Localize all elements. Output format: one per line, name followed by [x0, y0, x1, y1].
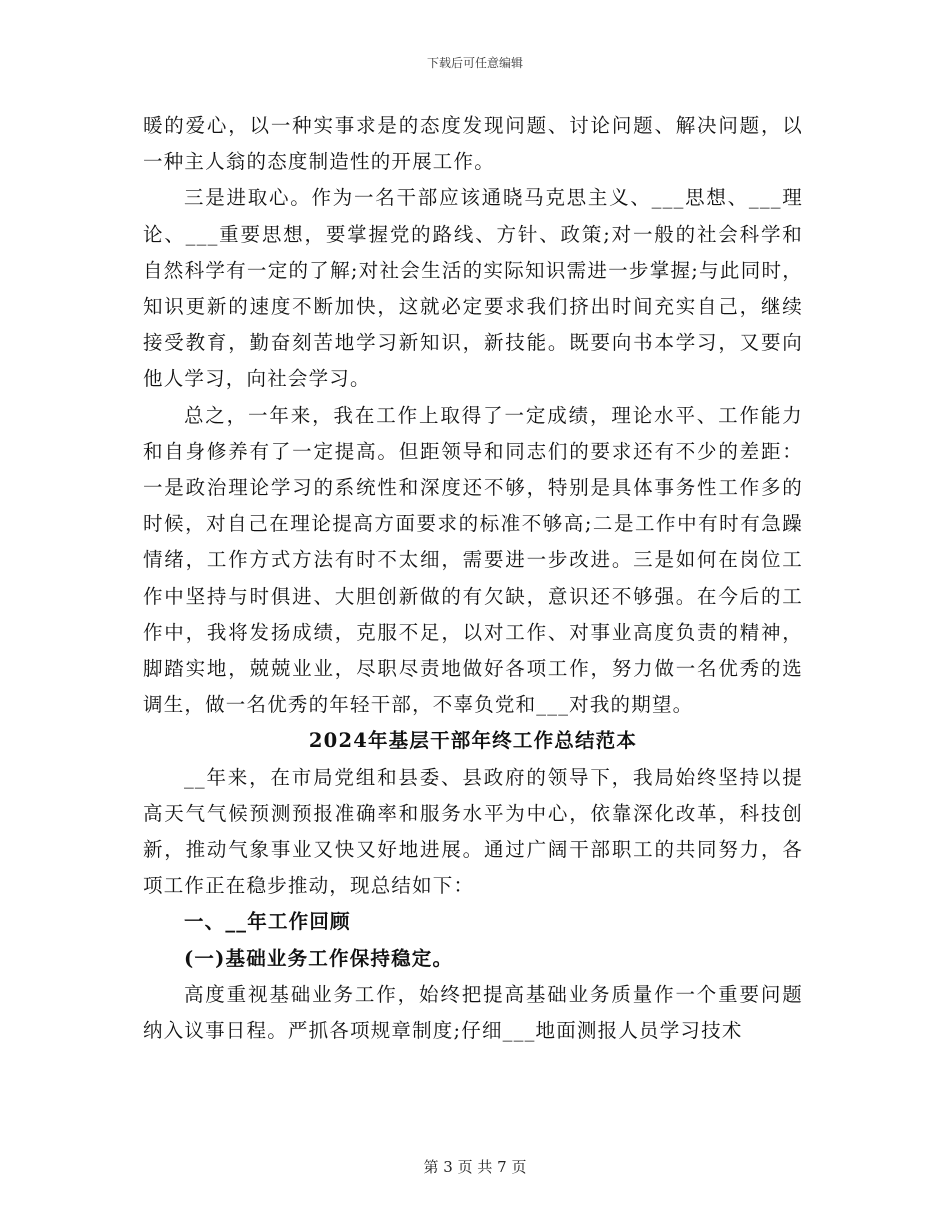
paragraph-3: 总之，一年来，我在工作上取得了一定成绩，理论水平、工作能力和自身修养有了一定提高。但距领导和同志们的要求还有不少的差距：一是政治理论学习的系统性和深度还不够，特别是具体事务性工作多的时候，对自己在理论提高方面要求的标准不够高;二是工作中有时有急躁情绪，工作方式方法有时不太细，需要进一步改进。三是如何在岗位工作中坚持与时俱进、大胆创新做的有欠缺，意识还不够强。在今后的工作中，我将发扬成绩，克服不足，以对工作、对事业高度负责的精神，脚踏实地，兢兢业业，尽职尽责地做好各项工作，努力做一名优秀的选调生，做一名优秀的年轻干部，不辜负党和___对我的期望。: [143, 403, 803, 717]
paragraph-4: __年来，在市局党组和县委、县政府的领导下，我局始终坚持以提高天气气候预测预报准确率和服务水平为中心，依靠深化改革，科技创新，推动气象事业又快又好地进展。通过广阔干部职工的共同努力，各项工作正在稳步推动，现总结如下：: [143, 765, 803, 898]
paragraph-5: 高度重视基础业务工作，始终把提高基础业务质量作一个重要问题纳入议事日程。严抓各项规章制度;仔细___地面测报人员学习技术: [143, 982, 803, 1043]
page-header: 下载后可任意编辑: [426, 56, 523, 70]
section-title: 2024年基层干部年终工作总结范本: [308, 729, 638, 753]
heading-level-2: (一)基础业务工作保持稳定。: [183, 946, 454, 970]
page-footer: 第 3 页 共 7 页: [423, 1158, 527, 1176]
paragraph-1: 暖的爱心，以一种实事求是的态度发现问题、讨论问题、解决问题，以一种主人翁的态度制造性的开展工作。: [143, 114, 803, 174]
document-body: [143, 108, 803, 1049]
paragraph-2: 三是进取心。作为一名干部应该通晓马克思主义、___思想、___理论、___重要思想，要掌握党的路线、方针、政策;对一般的社会科学和自然科学有一定的了解;对社会生活的实际知识需进一步掌握;与此同时，知识更新的速度不断加快，这就必定要求我们挤出时间充实自己，继续接受教育，勤奋刻苦地学习新知识，新技能。既要向书本学习，又要向他人学习，向社会学习。: [143, 186, 803, 391]
heading-level-1: 一、__年工作回顾: [183, 910, 351, 934]
